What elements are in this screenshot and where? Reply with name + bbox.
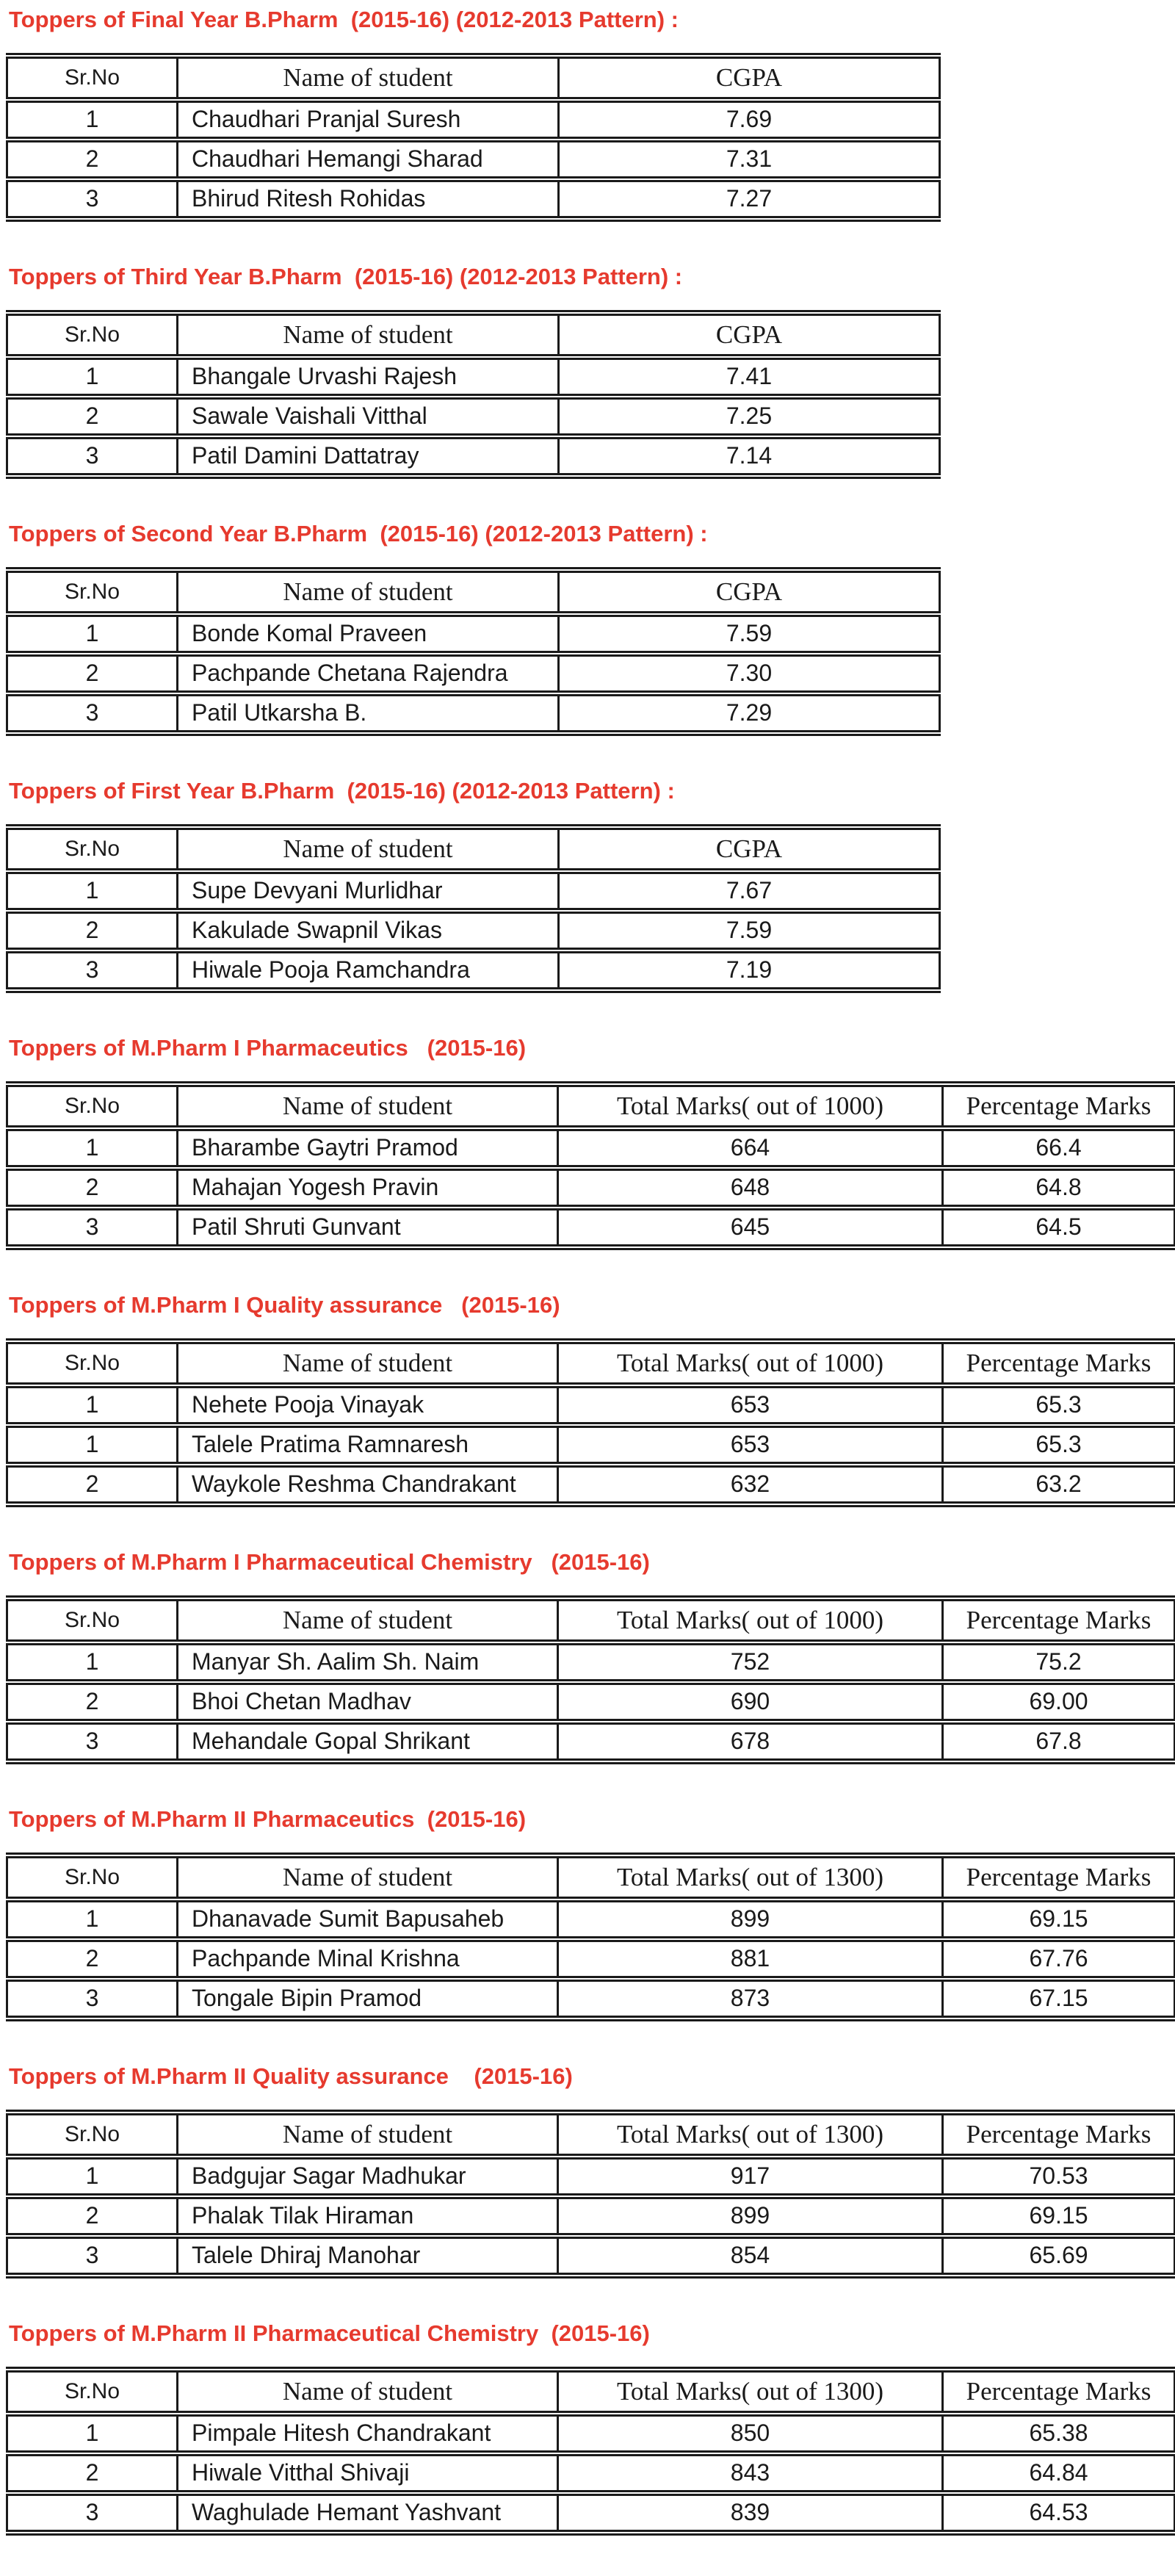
cell-percentage: 69.15 [943, 1899, 1175, 1939]
table-row [7, 693, 940, 733]
table-row [7, 2236, 1175, 2276]
toppers-section-5 [4, 1034, 1175, 1250]
cell-name: Nehete Pooja Vinayak [178, 1385, 558, 1425]
header-row [7, 2113, 1175, 2157]
table-header [7, 1598, 1175, 1642]
cell-marks: 899 [558, 2196, 943, 2236]
table-body [7, 871, 940, 990]
cell-name: Pachpande Chetana Rajendra [178, 654, 559, 693]
cell-sr-no: 2 [7, 140, 178, 179]
table-header [7, 570, 940, 614]
section-title: Toppers of M.Pharm I Pharmaceutics (2015-16) [9, 1035, 527, 1061]
column-header-percentage: Percentage Marks [943, 1855, 1175, 1899]
table-row [7, 654, 940, 693]
cell-marks: 648 [558, 1168, 943, 1208]
cell-percentage: 66.4 [943, 1128, 1175, 1168]
cell-percentage: 64.84 [943, 2453, 1175, 2493]
cell-marks: 678 [558, 1722, 943, 1761]
table-row [7, 1425, 1175, 1465]
cell-percentage: 65.3 [943, 1425, 1175, 1465]
cell-name: Dhanavade Sumit Bapusaheb [178, 1899, 558, 1939]
table-row [7, 2493, 1175, 2533]
toppers-section-3 [4, 520, 1175, 736]
cell-percentage: 64.53 [943, 2493, 1175, 2533]
cell-name: Badgujar Sagar Madhukar [178, 2157, 558, 2196]
cell-marks: 917 [558, 2157, 943, 2196]
column-header-name: Name of student [178, 2370, 558, 2414]
header-row [7, 1598, 1175, 1642]
cell-name: Patil Shruti Gunvant [178, 1208, 558, 1247]
table-row [7, 871, 940, 911]
column-header-cgpa: CGPA [559, 313, 940, 357]
cell-name: Pachpande Minal Krishna [178, 1939, 558, 1979]
column-header-name: Name of student [178, 1855, 558, 1899]
table-row [7, 1168, 1175, 1208]
cell-name: Bhirud Ritesh Rohidas [178, 179, 559, 219]
table-row [7, 1979, 1175, 2018]
table-body [7, 614, 940, 733]
column-header-name: Name of student [178, 56, 559, 100]
toppers-table [6, 567, 941, 736]
cell-name: Mahajan Yogesh Pravin [178, 1168, 558, 1208]
column-header-name: Name of student [178, 570, 559, 614]
cell-sr-no: 2 [7, 911, 178, 950]
toppers-section-10 [4, 2320, 1175, 2536]
cell-name: Chaudhari Pranjal Suresh [178, 100, 559, 140]
header-row [7, 2370, 1175, 2414]
table-row [7, 911, 940, 950]
cell-sr-no: 1 [7, 1385, 178, 1425]
toppers-section-1 [4, 6, 1175, 222]
cell-sr-no: 3 [7, 1208, 178, 1247]
column-header-percentage: Percentage Marks [943, 2370, 1175, 2414]
cell-marks: 854 [558, 2236, 943, 2276]
cell-sr-no: 2 [7, 2453, 178, 2493]
header-row [7, 570, 940, 614]
header-row [7, 56, 940, 100]
table-header [7, 1084, 1175, 1128]
toppers-section-6 [4, 1291, 1175, 1507]
table-body [7, 1899, 1175, 2018]
cell-percentage: 69.15 [943, 2196, 1175, 2236]
cell-sr-no: 2 [7, 397, 178, 436]
toppers-section-4 [4, 777, 1175, 993]
section-title: Toppers of M.Pharm II Quality assurance (2015-16) [9, 2063, 573, 2089]
cell-sr-no: 1 [7, 614, 178, 654]
cell-percentage: 64.8 [943, 1168, 1175, 1208]
column-header-percentage: Percentage Marks [943, 1084, 1175, 1128]
column-header-marks: Total Marks( out of 1000) [558, 1341, 943, 1385]
section-title: Toppers of Third Year B.Pharm (2015-16) (2012-2013 Pattern) : [9, 264, 683, 289]
cell-cgpa: 7.67 [559, 871, 940, 911]
cell-marks: 690 [558, 1682, 943, 1722]
table-row [7, 1939, 1175, 1979]
cell-percentage: 67.8 [943, 1722, 1175, 1761]
table-header [7, 2113, 1175, 2157]
column-header-name: Name of student [178, 313, 559, 357]
toppers-section-8 [4, 1805, 1175, 2021]
cell-cgpa: 7.19 [559, 950, 940, 990]
cell-marks: 839 [558, 2493, 943, 2533]
table-row [7, 1208, 1175, 1247]
column-header-marks: Total Marks( out of 1300) [558, 2370, 943, 2414]
cell-sr-no: 2 [7, 654, 178, 693]
section-title: Toppers of M.Pharm I Pharmaceutical Chemistry (2015-16) [9, 1549, 650, 1575]
table-body [7, 1385, 1175, 1504]
toppers-table [6, 1081, 1175, 1250]
cell-name: Talele Pratima Ramnaresh [178, 1425, 558, 1465]
cell-name: Talele Dhiraj Manohar [178, 2236, 558, 2276]
table-body [7, 2414, 1175, 2533]
section-title: Toppers of M.Pharm II Pharmaceutics (2015-16) [9, 1806, 527, 1832]
cell-percentage: 69.00 [943, 1682, 1175, 1722]
toppers-table [6, 2367, 1175, 2536]
table-row [7, 436, 940, 476]
cell-cgpa: 7.31 [559, 140, 940, 179]
table-row [7, 1385, 1175, 1425]
table-body [7, 357, 940, 476]
table-body [7, 1128, 1175, 1247]
cell-marks: 850 [558, 2414, 943, 2453]
cell-percentage: 67.76 [943, 1939, 1175, 1979]
column-header-cgpa: CGPA [559, 827, 940, 871]
toppers-table [6, 53, 941, 222]
column-header-sr-no: Sr.No [7, 56, 178, 100]
cell-percentage: 63.2 [943, 1465, 1175, 1504]
table-row [7, 179, 940, 219]
cell-percentage: 65.3 [943, 1385, 1175, 1425]
cell-sr-no: 1 [7, 100, 178, 140]
table-body [7, 100, 940, 219]
toppers-table [6, 1852, 1175, 2021]
section-title: Toppers of First Year B.Pharm (2015-16) (2012-2013 Pattern) : [9, 778, 675, 804]
section-title: Toppers of Final Year B.Pharm (2015-16) (2012-2013 Pattern) : [9, 7, 679, 32]
cell-name: Hiwale Vitthal Shivaji [178, 2453, 558, 2493]
column-header-sr-no: Sr.No [7, 827, 178, 871]
cell-cgpa: 7.30 [559, 654, 940, 693]
column-header-cgpa: CGPA [559, 570, 940, 614]
table-header [7, 1855, 1175, 1899]
cell-percentage: 64.5 [943, 1208, 1175, 1247]
toppers-section-2 [4, 263, 1175, 479]
column-header-marks: Total Marks( out of 1300) [558, 1855, 943, 1899]
table-row [7, 614, 940, 654]
cell-sr-no: 1 [7, 1899, 178, 1939]
cell-cgpa: 7.59 [559, 911, 940, 950]
cell-marks: 632 [558, 1465, 943, 1504]
header-row [7, 313, 940, 357]
toppers-table [6, 1595, 1175, 1764]
cell-percentage: 70.53 [943, 2157, 1175, 2196]
cell-name: Patil Damini Dattatray [178, 436, 559, 476]
toppers-table [6, 1338, 1175, 1507]
column-header-sr-no: Sr.No [7, 2113, 178, 2157]
cell-percentage: 65.38 [943, 2414, 1175, 2453]
table-row [7, 1642, 1175, 1682]
cell-sr-no: 1 [7, 1642, 178, 1682]
cell-sr-no: 3 [7, 436, 178, 476]
cell-cgpa: 7.59 [559, 614, 940, 654]
table-body [7, 1642, 1175, 1761]
cell-marks: 881 [558, 1939, 943, 1979]
cell-name: Chaudhari Hemangi Sharad [178, 140, 559, 179]
cell-percentage: 65.69 [943, 2236, 1175, 2276]
cell-sr-no: 3 [7, 950, 178, 990]
column-header-percentage: Percentage Marks [943, 1341, 1175, 1385]
cell-name: Hiwale Pooja Ramchandra [178, 950, 559, 990]
cell-name: Waykole Reshma Chandrakant [178, 1465, 558, 1504]
column-header-marks: Total Marks( out of 1000) [558, 1084, 943, 1128]
table-header [7, 2370, 1175, 2414]
column-header-name: Name of student [178, 1084, 558, 1128]
cell-marks: 664 [558, 1128, 943, 1168]
cell-sr-no: 3 [7, 179, 178, 219]
column-header-percentage: Percentage Marks [943, 1598, 1175, 1642]
cell-sr-no: 1 [7, 1128, 178, 1168]
cell-percentage: 67.15 [943, 1979, 1175, 2018]
cell-cgpa: 7.27 [559, 179, 940, 219]
cell-sr-no: 2 [7, 2196, 178, 2236]
header-row [7, 1855, 1175, 1899]
cell-sr-no: 2 [7, 1682, 178, 1722]
table-row [7, 950, 940, 990]
table-header [7, 56, 940, 100]
cell-sr-no: 3 [7, 2493, 178, 2533]
cell-cgpa: 7.29 [559, 693, 940, 733]
toppers-table [6, 2110, 1175, 2279]
table-row [7, 140, 940, 179]
cell-percentage: 75.2 [943, 1642, 1175, 1682]
column-header-name: Name of student [178, 827, 559, 871]
column-header-name: Name of student [178, 1341, 558, 1385]
cell-name: Phalak Tilak Hiraman [178, 2196, 558, 2236]
cell-name: Sawale Vaishali Vitthal [178, 397, 559, 436]
cell-name: Mehandale Gopal Shrikant [178, 1722, 558, 1761]
table-row [7, 2196, 1175, 2236]
cell-name: Waghulade Hemant Yashvant [178, 2493, 558, 2533]
cell-name: Bharambe Gaytri Pramod [178, 1128, 558, 1168]
column-header-percentage: Percentage Marks [943, 2113, 1175, 2157]
cell-marks: 873 [558, 1979, 943, 2018]
column-header-sr-no: Sr.No [7, 1341, 178, 1385]
column-header-sr-no: Sr.No [7, 313, 178, 357]
table-body [7, 2157, 1175, 2276]
cell-name: Bhangale Urvashi Rajesh [178, 357, 559, 397]
table-row [7, 100, 940, 140]
cell-sr-no: 3 [7, 2236, 178, 2276]
table-row [7, 1682, 1175, 1722]
table-row [7, 2453, 1175, 2493]
cell-sr-no: 1 [7, 2157, 178, 2196]
cell-name: Tongale Bipin Pramod [178, 1979, 558, 2018]
cell-sr-no: 3 [7, 693, 178, 733]
table-row [7, 2157, 1175, 2196]
cell-name: Manyar Sh. Aalim Sh. Naim [178, 1642, 558, 1682]
table-row [7, 1465, 1175, 1504]
table-row [7, 2414, 1175, 2453]
section-title: Toppers of M.Pharm I Quality assurance (2015-16) [9, 1292, 560, 1318]
toppers-table [6, 824, 941, 993]
cell-marks: 653 [558, 1425, 943, 1465]
cell-marks: 752 [558, 1642, 943, 1682]
header-row [7, 1084, 1175, 1128]
column-header-marks: Total Marks( out of 1300) [558, 2113, 943, 2157]
table-header [7, 1341, 1175, 1385]
table-row [7, 357, 940, 397]
cell-marks: 843 [558, 2453, 943, 2493]
cell-cgpa: 7.41 [559, 357, 940, 397]
column-header-sr-no: Sr.No [7, 570, 178, 614]
cell-name: Patil Utkarsha B. [178, 693, 559, 733]
toppers-table [6, 310, 941, 479]
cell-cgpa: 7.25 [559, 397, 940, 436]
cell-sr-no: 3 [7, 1979, 178, 2018]
column-header-sr-no: Sr.No [7, 1855, 178, 1899]
cell-sr-no: 1 [7, 2414, 178, 2453]
table-row [7, 397, 940, 436]
column-header-name: Name of student [178, 2113, 558, 2157]
cell-sr-no: 2 [7, 1465, 178, 1504]
table-row [7, 1128, 1175, 1168]
column-header-sr-no: Sr.No [7, 1598, 178, 1642]
table-row [7, 1722, 1175, 1761]
cell-sr-no: 1 [7, 357, 178, 397]
cell-name: Bhoi Chetan Madhav [178, 1682, 558, 1722]
cell-cgpa: 7.14 [559, 436, 940, 476]
cell-marks: 899 [558, 1899, 943, 1939]
cell-name: Kakulade Swapnil Vikas [178, 911, 559, 950]
cell-sr-no: 2 [7, 1168, 178, 1208]
toppers-section-7 [4, 1548, 1175, 1764]
section-title: Toppers of Second Year B.Pharm (2015-16) (2012-2013 Pattern) : [9, 521, 708, 546]
section-title: Toppers of M.Pharm II Pharmaceutical Chemistry (2015-16) [9, 2320, 650, 2346]
cell-name: Supe Devyani Murlidhar [178, 871, 559, 911]
cell-marks: 653 [558, 1385, 943, 1425]
cell-sr-no: 1 [7, 871, 178, 911]
toppers-section-9 [4, 2063, 1175, 2279]
table-row [7, 1899, 1175, 1939]
cell-name: Bonde Komal Praveen [178, 614, 559, 654]
table-header [7, 313, 940, 357]
header-row [7, 1341, 1175, 1385]
column-header-sr-no: Sr.No [7, 2370, 178, 2414]
column-header-name: Name of student [178, 1598, 558, 1642]
table-header [7, 827, 940, 871]
cell-marks: 645 [558, 1208, 943, 1247]
column-header-sr-no: Sr.No [7, 1084, 178, 1128]
column-header-cgpa: CGPA [559, 56, 940, 100]
cell-name: Pimpale Hitesh Chandrakant [178, 2414, 558, 2453]
column-header-marks: Total Marks( out of 1000) [558, 1598, 943, 1642]
header-row [7, 827, 940, 871]
cell-cgpa: 7.69 [559, 100, 940, 140]
cell-sr-no: 1 [7, 1425, 178, 1465]
cell-sr-no: 2 [7, 1939, 178, 1979]
cell-sr-no: 3 [7, 1722, 178, 1761]
